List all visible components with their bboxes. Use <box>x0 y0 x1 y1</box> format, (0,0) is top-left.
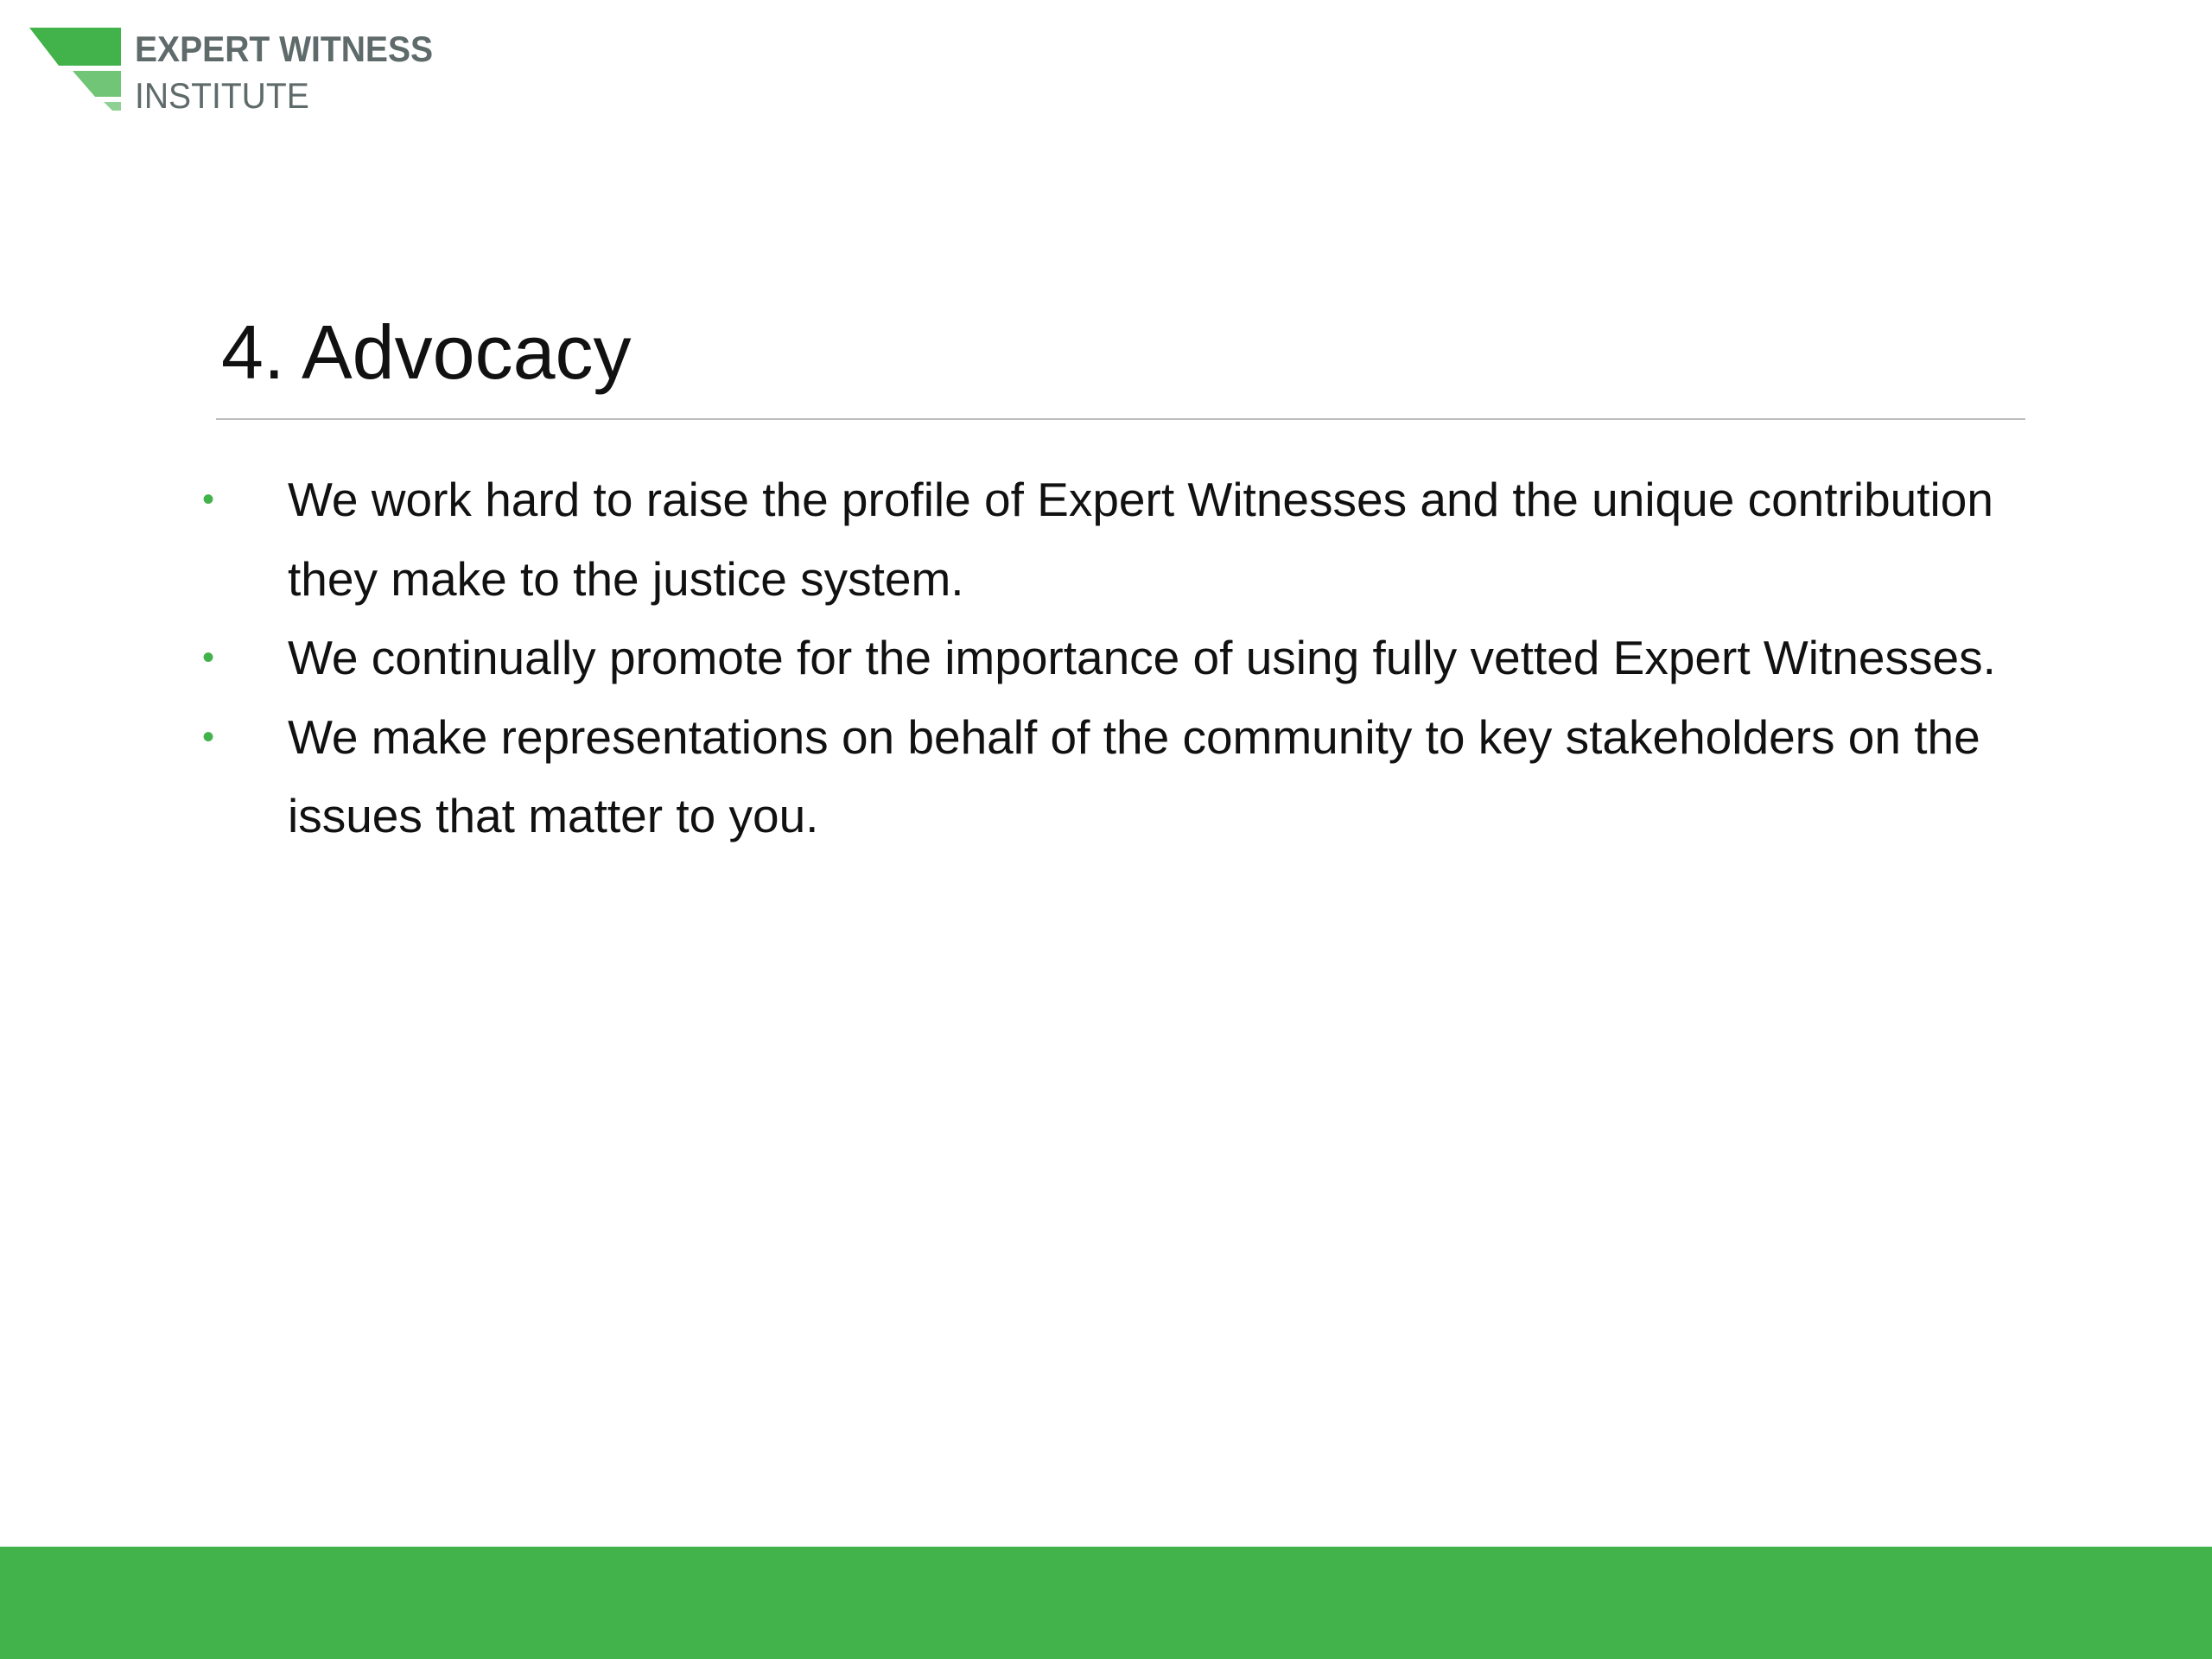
bullet-icon: • <box>202 639 215 677</box>
bullet-text: We continually promote for the importance of using fully vetted Expert Witnesses. <box>288 631 1996 684</box>
logo-line-2: INSTITUTE <box>135 75 309 116</box>
bullet-text: We make representations on behalf of the community to key stakeholders on the issues that matter to you. <box>288 709 1980 842</box>
bullet-item <box>199 619 2031 698</box>
logo-line-1: EXPERT WITNESS <box>135 29 434 69</box>
slide-title: 4. Advocacy <box>221 309 632 395</box>
title-divider <box>216 418 2025 420</box>
bullet-icon: • <box>202 717 215 756</box>
expert-witness-institute-logo <box>29 28 453 118</box>
bullet-item <box>199 698 2031 856</box>
logo-mark-icon <box>29 28 126 118</box>
bullet-item <box>199 461 2031 619</box>
footer-band <box>0 1547 2212 1659</box>
logo-wordmark <box>135 31 455 114</box>
bullet-list <box>199 461 2031 856</box>
bullet-icon: • <box>202 480 215 518</box>
bullet-text: We work hard to raise the profile of Expert Witnesses and the unique contribution they make to the justice system. <box>288 473 1993 606</box>
